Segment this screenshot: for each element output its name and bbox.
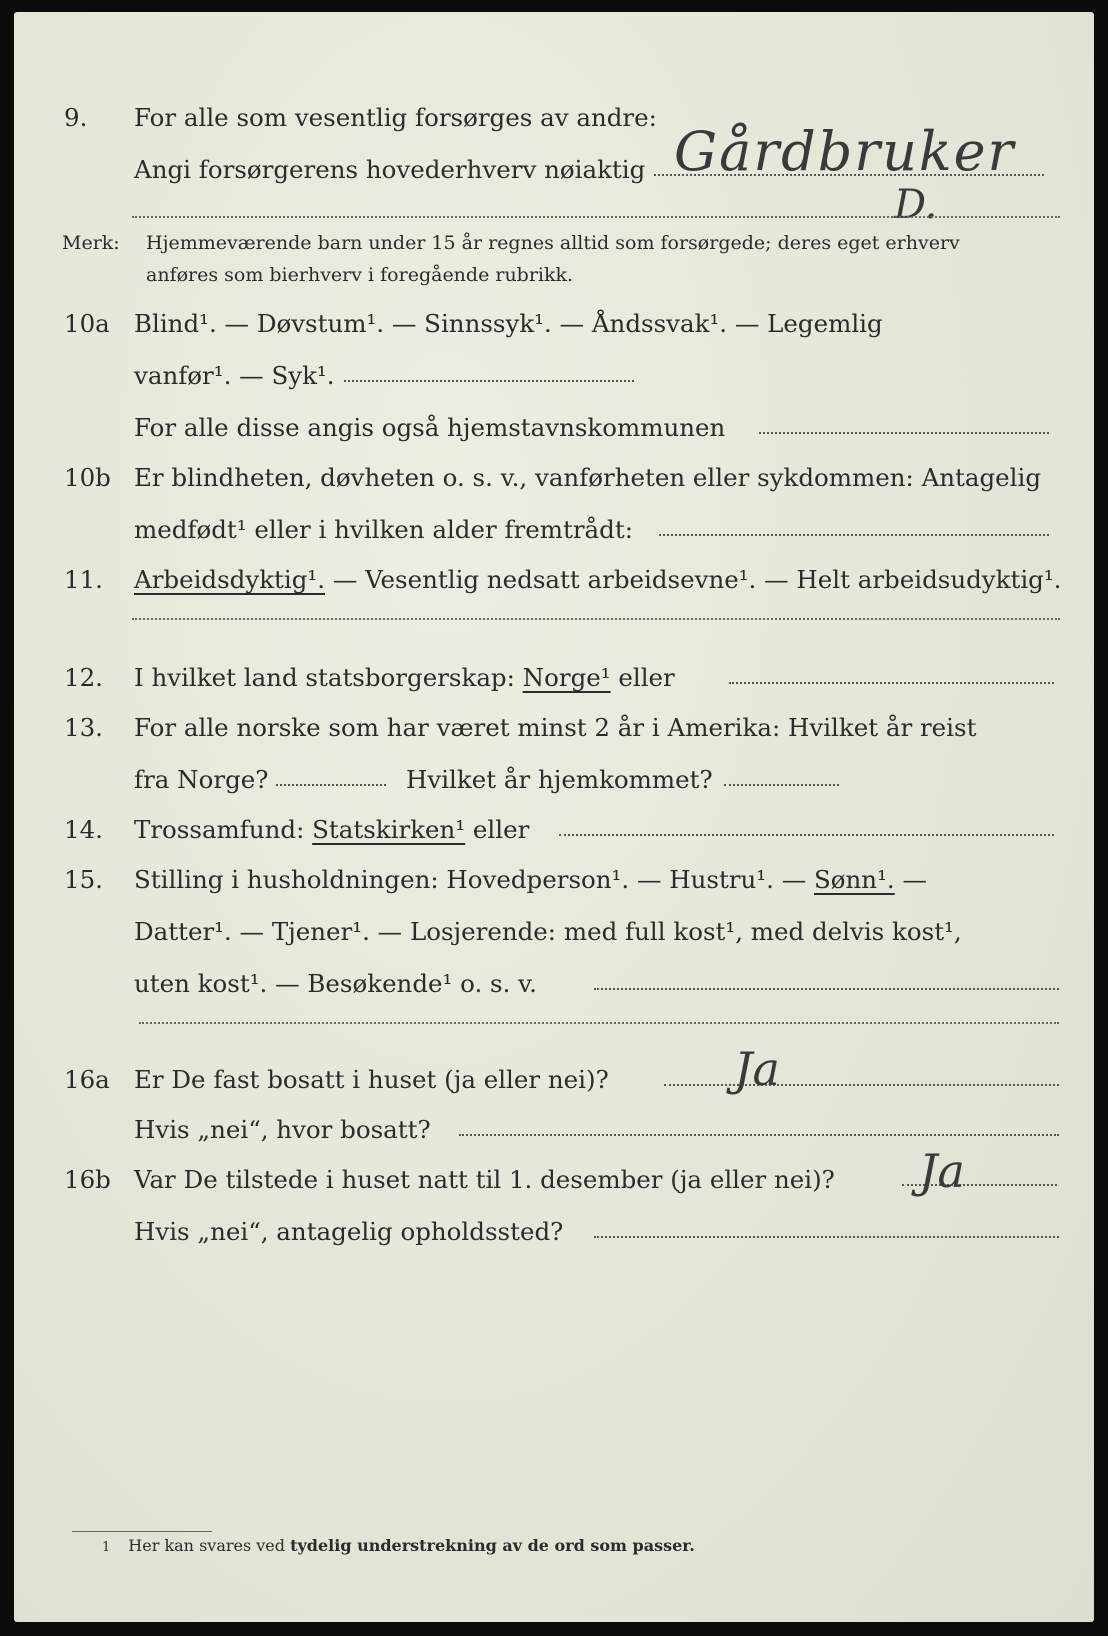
q9-extra-line: [132, 216, 1060, 218]
q15-line1-dash: —: [894, 865, 927, 894]
q9-number: 9.: [64, 103, 88, 132]
q12-number: 12.: [64, 663, 103, 692]
q15-answer-line[interactable]: [594, 988, 1059, 990]
q16a-row2: [14, 1112, 1094, 1148]
q10a-row3: [14, 410, 1094, 446]
q16a-line2: Hvis „nei“, hvor bosatt?: [134, 1115, 431, 1144]
footnote-bold-text: tydelig understrekning av de ord som passer.: [290, 1536, 695, 1555]
q11-other-options: — Vesentlig nedsatt arbeidsevne¹. — Helt arbeidsudyktig¹.: [325, 565, 1062, 594]
q15-option-sonn-underlined[interactable]: Sønn¹.: [813, 865, 895, 894]
footnote-rule: [72, 1531, 212, 1532]
merk-line2: anføres som bierhverv i foregående rubrikk.: [146, 264, 574, 286]
q11-option-arbeidsdyktig-underlined[interactable]: Arbeidsdyktig¹.: [134, 565, 326, 594]
q12-text: [134, 660, 675, 696]
q11-options: [134, 562, 1061, 598]
q11-extra-line: [132, 618, 1060, 620]
q14-answer-line[interactable]: [559, 834, 1054, 836]
q15-line3: uten kost¹. — Besøkende¹ o. s. v.: [134, 969, 537, 998]
q9-line2: Angi forsørgerens hovederhverv nøiaktig: [134, 155, 646, 184]
q16a-handwritten-answer: Ja: [734, 1042, 780, 1096]
q15-row1: [14, 862, 1094, 898]
q11-row: [14, 562, 1094, 598]
q10b-line1: Er blindheten, døvheten o. s. v., vanførheten eller sykdommen: Antagelig: [134, 463, 1042, 492]
merk-line1: Hjemmeværende barn under 15 år regnes alltid som forsørgede; deres eget erhverv: [146, 232, 960, 254]
q13-line1: For alle norske som har været minst 2 år i Amerika: Hvilket år reist: [134, 713, 977, 742]
q10b-answer-line[interactable]: [659, 534, 1049, 536]
q13-number: 13.: [64, 713, 103, 742]
q16a-row1: [14, 1062, 1094, 1098]
q16a-bosatt-answer-line[interactable]: [459, 1134, 1059, 1136]
q16b-opholdssted-answer-line[interactable]: [594, 1236, 1059, 1238]
q15-number: 15.: [64, 865, 103, 894]
merk-label: Merk:: [62, 232, 120, 254]
q15-extra-line: [139, 1022, 1059, 1024]
census-form-page: [14, 12, 1094, 1622]
footnote: [102, 1536, 695, 1555]
q10a-line1: Blind¹. — Døvstum¹. — Sinnssyk¹. — Åndssvak¹. — Legemlig: [134, 309, 883, 338]
q16b-line2: Hvis „nei“, antagelig opholdssted?: [134, 1217, 564, 1246]
q13-hjemkommet-answer-line[interactable]: [724, 784, 839, 786]
q15-row3: [14, 966, 1094, 1002]
q14-number: 14.: [64, 815, 103, 844]
q14-question: Trossamfund:: [134, 815, 313, 844]
q12-eller: eller: [610, 663, 675, 692]
q9-handwritten-mark: D.: [894, 182, 938, 228]
merk-row1: [14, 228, 1094, 258]
q14-eller: eller: [465, 815, 530, 844]
q12-option-norge-underlined[interactable]: Norge¹: [522, 663, 611, 692]
q10a-row2: [14, 358, 1094, 394]
q10a-row1: [14, 306, 1094, 342]
q10a-line2: vanfør¹. — Syk¹.: [134, 361, 335, 390]
q13-row2: [14, 762, 1094, 798]
q16b-number: 16b: [64, 1165, 111, 1194]
q12-question: I hvilket land statsborgerskap:: [134, 663, 523, 692]
q13-reist-answer-line[interactable]: [276, 784, 386, 786]
q13-line2b: Hvilket år hjemkommet?: [406, 765, 713, 794]
q14-row: [14, 812, 1094, 848]
q16b-handwritten-answer: Ja: [919, 1144, 965, 1198]
footnote-mark: 1: [102, 1540, 111, 1555]
q12-row: [14, 660, 1094, 696]
q15-row2: [14, 914, 1094, 950]
q13-row1: [14, 710, 1094, 746]
q10a-number: 10a: [64, 309, 110, 338]
q14-text: [134, 812, 529, 848]
q15-line1: [134, 862, 927, 898]
footnote-text: Her kan svares ved: [128, 1536, 291, 1555]
q11-number: 11.: [64, 565, 103, 594]
q12-answer-line[interactable]: [729, 682, 1054, 684]
merk-row2: [14, 260, 1094, 290]
q10b-row2: [14, 512, 1094, 548]
q16a-answer-line[interactable]: [664, 1084, 1059, 1086]
q15-line2: Datter¹. — Tjener¹. — Losjerende: med full kost¹, med delvis kost¹,: [134, 917, 962, 946]
q9-handwritten-answer: Gårdbruker: [674, 120, 1016, 183]
q13-line2a: fra Norge?: [134, 765, 269, 794]
q10b-number: 10b: [64, 463, 111, 492]
q10a-syk-answer-line[interactable]: [344, 380, 634, 382]
q14-option-statskirken-underlined[interactable]: Statskirken¹: [312, 815, 466, 844]
q16b-line1: Var De tilstede i huset natt til 1. desember (ja eller nei)?: [134, 1165, 835, 1194]
q10a-line3: For alle disse angis også hjemstavnskommunen: [134, 413, 726, 442]
q9-line1: For alle som vesentlig forsørges av andre:: [134, 103, 657, 132]
q15-line1-options: Stilling i husholdningen: Hovedperson¹. — Hustru¹. —: [134, 865, 814, 894]
q10b-line2: medfødt¹ eller i hvilken alder fremtrådt:: [134, 515, 633, 544]
q10a-hjemstavn-answer-line[interactable]: [759, 432, 1049, 434]
q16a-number: 16a: [64, 1065, 110, 1094]
q16a-line1: Er De fast bosatt i huset (ja eller nei)?: [134, 1065, 609, 1094]
q10b-row1: [14, 460, 1094, 496]
q16b-row2: [14, 1214, 1094, 1250]
